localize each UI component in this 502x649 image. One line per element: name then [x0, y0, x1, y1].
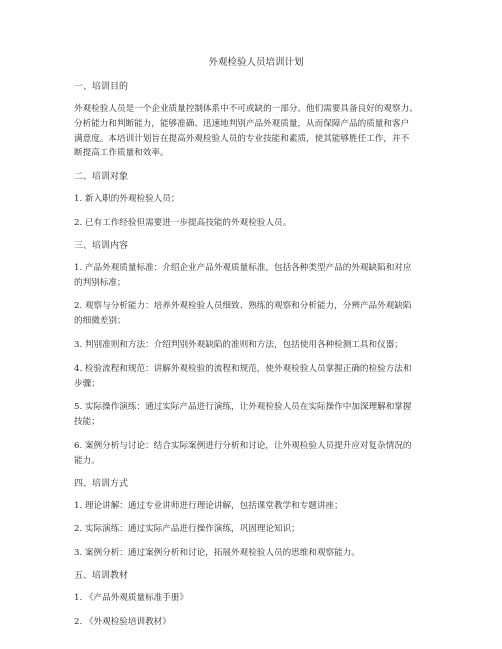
list-item: [74, 546, 438, 561]
document-title: 外观检验人员培训计划: [208, 57, 304, 68]
list-item: [74, 362, 438, 392]
section-heading-purpose: 一、培训目的: [74, 82, 129, 92]
list-item-line: 1. 新入职的外观检验人员；: [74, 194, 180, 205]
list-item: [74, 261, 438, 291]
list-item-line: 1. 理论讲解：通过专业讲师进行理论讲解，包括课堂教学和专题讲座；: [74, 500, 343, 511]
list-item-line: 1. 产品外观质量标准：介绍企业产品外观质量标准，包括各种类型产品的外观缺陷和对应: [74, 262, 412, 273]
list-item: [74, 299, 438, 329]
paragraph-line: 满意度。本培训计划旨在提高外观检验人员的专业技能和素质，使其能够胜任工作，并不: [74, 133, 410, 144]
list-item: [74, 615, 438, 630]
list-item-line: 3. 案例分析：通过案例分析和讨论，拓展外观检验人员的思维和观察能力。: [74, 548, 360, 559]
section-heading-audience: 二、培训对象: [74, 172, 129, 183]
list-item: [74, 192, 438, 207]
list-item-line: 步骤；: [74, 378, 100, 389]
list-item-line: 2. 已有工作经验但需要进一步提高技能的外观检验人员。: [74, 217, 292, 228]
paragraph-line: 分析能力和判断能力，能够准确、迅速地判别产品外观质量，从而保障产品的质量和客户: [74, 118, 410, 129]
list-item-line: 3. 判别准则和方法：介绍判别外观缺陷的准则和方法，包括使用各种检测工具和仪器；: [74, 339, 403, 350]
paragraph-line: 断提高工作质量和效率。: [74, 148, 169, 159]
section-heading-materials: 五、培训教材: [74, 570, 129, 581]
list-item-line: 的细微差别；: [74, 316, 126, 327]
list-item: [74, 338, 438, 353]
list-item-line: 2. 实际演练：通过实际产品进行操作演练，巩固理论知识；: [74, 524, 300, 535]
list-item: [74, 439, 438, 469]
section-heading-methods: 四、培训方式: [74, 478, 129, 489]
list-item-line: 4. 检验流程和规范：讲解外观检验的流程和规范，使外观检验人员掌握正确的检验方法和: [74, 363, 412, 374]
list-item: [74, 499, 438, 514]
list-item: [74, 216, 438, 231]
list-item-line: 2. 《外观检验培训教材》: [74, 616, 171, 627]
section-paragraph-purpose: [74, 102, 438, 161]
list-item-line: 1. 《产品外观质量标准手册》: [74, 592, 189, 603]
list-item-line: 能力。: [74, 455, 100, 466]
list-item-line: 5. 实际操作演练：通过实际产品进行演练，让外观检验人员在实际操作中加深理解和掌握: [74, 402, 412, 413]
list-item-line: 技能；: [74, 417, 100, 428]
list-item-line: 的判别标准；: [74, 277, 126, 288]
list-item-line: 2. 观察与分析能力：培养外观检验人员细致、熟练的观察和分析能力，分辨产品外观缺陷: [74, 301, 412, 312]
list-item: [74, 591, 438, 606]
section-heading-content: 三、培训内容: [74, 240, 129, 251]
paragraph-line: 外观检验人员是一个企业质量控制体系中不可或缺的一部分。他们需要具备良好的观察力、: [74, 104, 418, 114]
list-item: [74, 522, 438, 537]
list-item: [74, 400, 438, 430]
list-item-line: 6. 案例分析与讨论：结合实际案例进行分析和讨论，让外观检验人员提升应对复杂情况的: [74, 440, 412, 451]
